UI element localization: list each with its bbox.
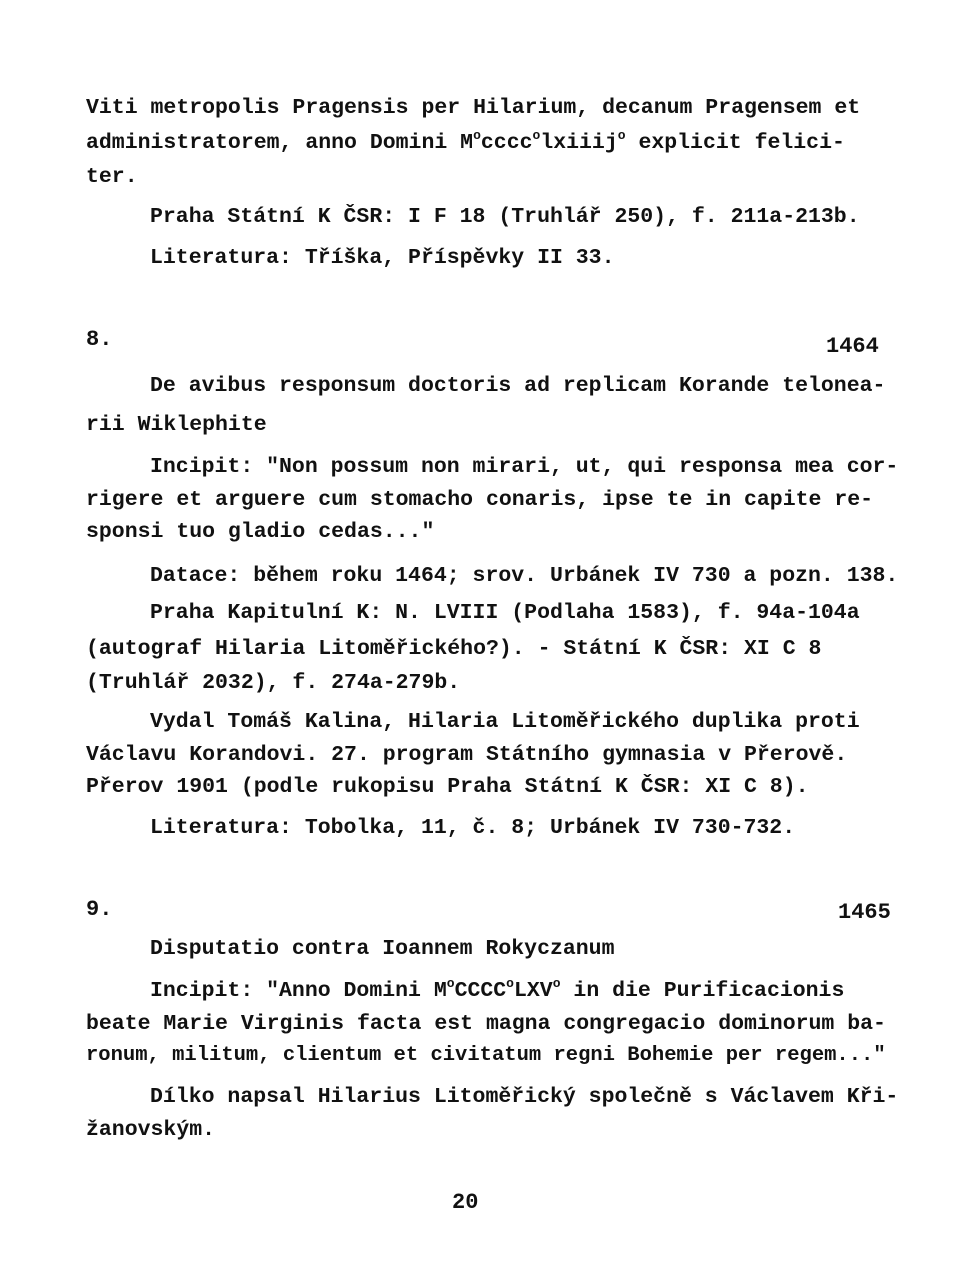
intro-line-1: Viti metropolis Pragensis per Hilarium, decanum Pragensem et xyxy=(86,96,861,120)
entry-9-year: 1465 xyxy=(838,900,891,925)
entry-9-incipit-2: beate Marie Virginis facta est magna congregacio dominorum ba- xyxy=(86,1012,886,1036)
intro-line-2: administratorem, anno Domini $M^occcc^olxiiij^o$ explicit felici- xyxy=(86,128,845,155)
entry-8-title-2: rii Wiklephite xyxy=(86,413,267,437)
entry-9-title: Disputatio contra Ioannem Rokyczanum xyxy=(150,937,615,961)
entry-8-title-1: De avibus responsum doctoris ad replicam Korande telonea- xyxy=(150,374,886,398)
entry-9-incipit-1: Incipit: "Anno Domini $M^oCCCC^oLXV^o$ in die Purificacionis xyxy=(150,976,845,1003)
intro-line-3: ter. xyxy=(86,165,138,189)
entry-8-number: 8. xyxy=(86,327,113,352)
entry-8-incipit-1: Incipit: "Non possum non mirari, ut, qui responsa mea cor- xyxy=(150,455,899,479)
entry-8-manuscript-1: Praha Kapitulní K: N. LVIII (Podlaha 1583), f. 94a-104a xyxy=(150,601,860,625)
entry-8-datace: Datace: během roku 1464; srov. Urbánek IV 730 a pozn. 138. xyxy=(150,564,899,588)
entry-8-edition-2: Václavu Korandovi. 27. program Státního gymnasia v Přerově. xyxy=(86,743,848,767)
entry-9-note-2: žanovským. xyxy=(86,1118,216,1142)
entry-8-incipit-3: sponsi tuo gladio cedas..." xyxy=(86,520,435,544)
intro-source: Praha Státní K ČSR: I F 18 (Truhlář 250), f. 211a-213b. xyxy=(150,205,860,229)
entry-8-manuscript-3: (Truhlář 2032), f. 274a-279b. xyxy=(86,671,461,695)
entry-8-year: 1464 xyxy=(826,334,879,359)
page-number: 20 xyxy=(452,1190,479,1215)
entry-8-manuscript-2: (autograf Hilaria Litoměřického?). - Státní K ČSR: XI C 8 xyxy=(86,637,822,661)
entry-8-edition-1: Vydal Tomáš Kalina, Hilaria Litoměřického duplika proti xyxy=(150,710,860,734)
intro-literature: Literatura: Tříška, Příspěvky II 33. xyxy=(150,246,615,270)
entry-8-incipit-2: rigere et arguere cum stomacho conaris, ipse te in capite re- xyxy=(86,488,874,512)
entry-9-note-1: Dílko napsal Hilarius Litoměřický společně s Václavem Kři- xyxy=(150,1085,899,1109)
entry-8-edition-3: Přerov 1901 (podle rukopisu Praha Státní K ČSR: XI C 8). xyxy=(86,775,809,799)
entry-8-literature: Literatura: Tobolka, 11, č. 8; Urbánek IV 730-732. xyxy=(150,816,796,840)
entry-9-incipit-3: ronum, militum, clientum et civitatum regni Bohemie per regem..." xyxy=(86,1044,886,1067)
entry-9-number: 9. xyxy=(86,897,113,922)
